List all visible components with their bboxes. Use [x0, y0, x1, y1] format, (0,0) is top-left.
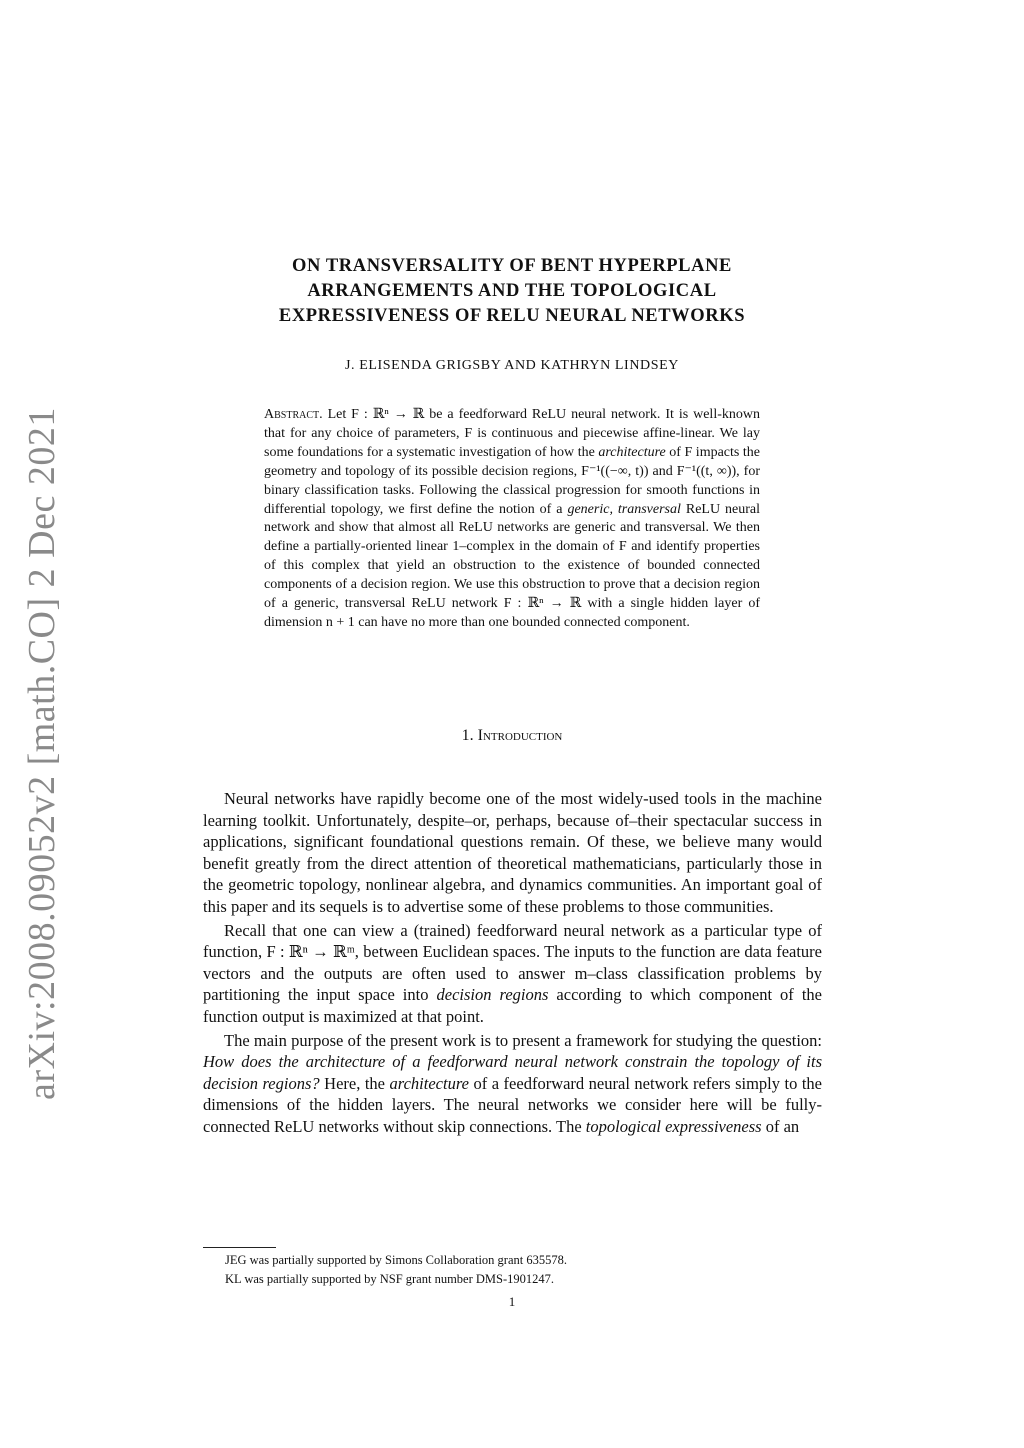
- abstract-emphasis: generic, transversal: [567, 501, 681, 517]
- paper-title: [200, 254, 824, 329]
- body-text: [203, 788, 822, 1140]
- page-number: 1: [508, 1294, 516, 1309]
- paragraph-text: The main purpose of the present work is to present a framework for studying the question:: [224, 1030, 822, 1050]
- paragraph-text: Recall that one can view a (trained) feedforward neural network as a particular type of function, F : ℝⁿ → ℝᵐ, between Euclidean spaces. The inputs to the function are data feature vectors and the outputs are often used to answer m–class classification problems by partitioning the input space into: [203, 920, 822, 1005]
- footnotes: [203, 1251, 822, 1289]
- paragraph-text: Here, the: [319, 1073, 390, 1093]
- paragraph-emphasis: topological expressiveness: [585, 1116, 762, 1136]
- paragraph-emphasis: decision regions: [436, 985, 549, 1005]
- abstract-text: Let F : ℝⁿ → ℝ be a feedforward ReLU neural network. It is well-known that for any choice of parameters, F is continuous and piecewise affine-linear. We lay some foundations for a systematic investigation of how the: [264, 407, 760, 460]
- paragraph: [203, 1030, 822, 1138]
- abstract-label: Abstract.: [264, 407, 323, 422]
- title-line: EXPRESSIVENESS OF RELU NEURAL NETWORKS: [278, 306, 746, 326]
- abstract-text: ReLU neural network and show that almost all ReLU networks are generic and transversal. We then define a partially-oriented linear 1–complex in the domain of F and identify properties of this complex that yield an obstruction to the existence of bounded connected components of a decision region. We use this obstruction to prove that a decision region of a generic, transversal ReLU network F : ℝⁿ → ℝ with a single hidden layer of dimension n + 1 can have no more than one bounded connected component.: [264, 501, 760, 630]
- title-line: ARRANGEMENTS AND THE TOPOLOGICAL: [307, 281, 717, 301]
- footnote: JEG was partially supported by Simons Collaboration grant 635578.: [225, 1253, 567, 1267]
- section-heading: [200, 727, 824, 745]
- paragraph-text: according to which component of the function output is maximized at that point.: [203, 985, 822, 1026]
- abstract-emphasis: architecture: [598, 444, 666, 460]
- section-number: 1.: [461, 727, 474, 744]
- abstract-text: of F impacts the geometry and topology of its possible decision regions, F⁻¹((−∞, t)) and F⁻¹((t, ∞)), for binary classification tasks. Following the classical progression for smooth functions in differential topology, we first define the notion of a: [264, 444, 760, 517]
- arxiv-identifier: arXiv:2008.09052v2 [math.CO] 2 Dec 2021: [21, 407, 63, 1100]
- paragraph: Neural networks have rapidly become one of the most widely-used tools in the machine learning toolkit. Unfortunately, despite–or, perhaps, because of–their spectacular success in applications, significant foundational questions remain. Of these, we believe many would benefit greatly from the direct attention of theoretical mathematicians, particularly those in the geometric topology, nonlinear algebra, and dynamics communities. An important goal of this paper and its sequels is to advertise some of these problems to those communities.: [203, 789, 822, 916]
- paragraph-text: of a feedforward neural network refers simply to the dimensions of the hidden layers. The neural networks we consider here will be fully-connected ReLU networks without skip connections. The: [203, 1073, 823, 1136]
- paragraph-emphasis: How does the architecture of a feedforward neural network constrain the topology of its decision regions?: [203, 1052, 822, 1093]
- authors: J. ELISENDA GRIGSBY AND KATHRYN LINDSEY: [344, 358, 679, 373]
- paragraph-emphasis: architecture: [389, 1073, 469, 1093]
- footnote-divider: [203, 1247, 276, 1248]
- footnote: KL was partially supported by NSF grant number DMS-1901247.: [225, 1272, 555, 1286]
- paragraph-text: of an: [761, 1116, 800, 1136]
- paragraph: [203, 920, 822, 1028]
- section-title: Introduction: [477, 727, 563, 744]
- title-line: ON TRANSVERSALITY OF BENT HYPERPLANE: [292, 256, 732, 276]
- abstract: [264, 406, 760, 633]
